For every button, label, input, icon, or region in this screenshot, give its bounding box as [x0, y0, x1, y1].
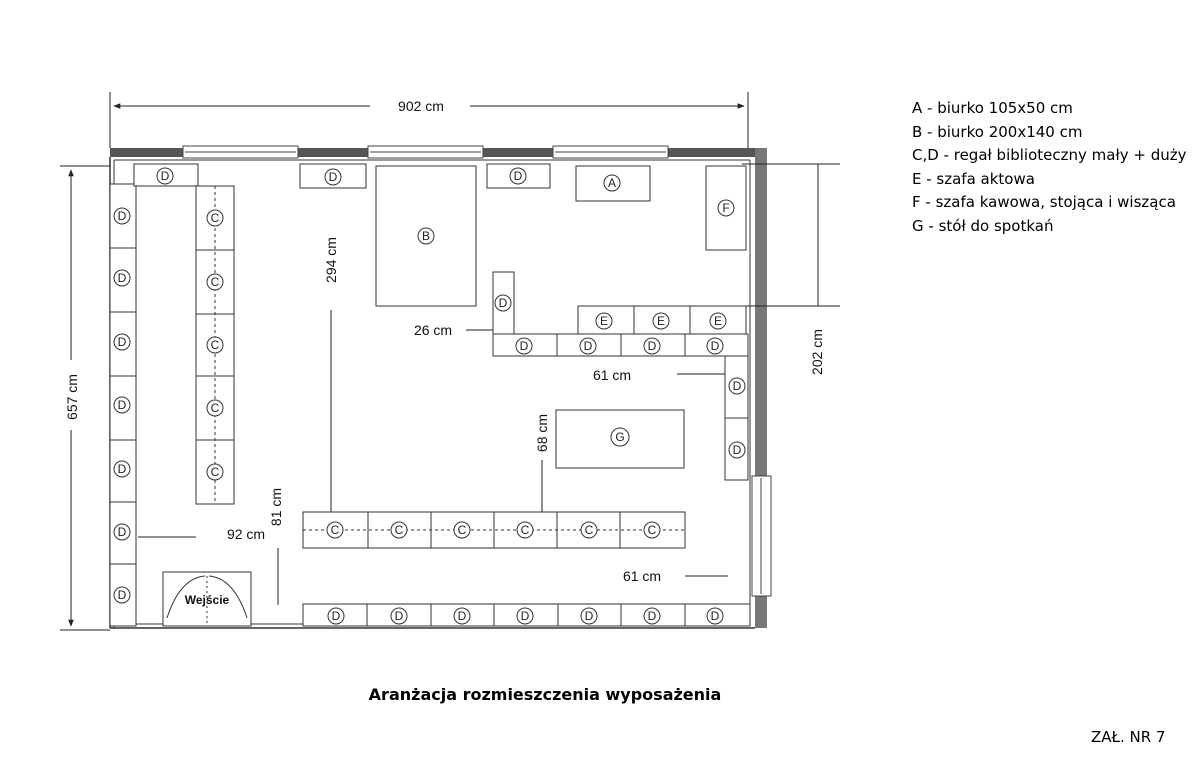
marker-d: [729, 442, 745, 458]
svg-text:D: D: [498, 296, 508, 310]
marker-d: [114, 208, 130, 224]
marker-e: [653, 313, 669, 329]
marker-e: [596, 313, 612, 329]
svg-text:E: E: [599, 314, 609, 328]
legend-item: F - szafa kawowa, stojąca i wisząca: [912, 193, 1176, 211]
dim-corridor-bottom: 61 cm: [622, 568, 662, 584]
svg-text:A: A: [607, 176, 617, 190]
dim-height: 657 cm: [64, 374, 80, 420]
dim-gap: 26 cm: [413, 322, 453, 338]
marker-d: [707, 338, 723, 354]
dim-desk-b: 294 cm: [323, 237, 339, 283]
marker-c: [327, 522, 343, 538]
marker-d: [157, 168, 173, 184]
svg-text:C: C: [584, 523, 594, 537]
marker-c: [207, 400, 223, 416]
svg-text:D: D: [647, 339, 657, 353]
dim-table: 68 cm: [534, 413, 550, 453]
legend-item: B - biurko 200x140 cm: [912, 122, 1083, 141]
marker-d: [581, 608, 597, 624]
svg-text:C: C: [210, 275, 220, 289]
marker-d: [707, 608, 723, 624]
marker-d: [328, 608, 344, 624]
svg-text:B: B: [421, 229, 431, 243]
legend-item: A - biurko 105x50 cm: [912, 99, 1073, 117]
plan-caption: Aranżacja rozmieszczenia wyposażenia: [368, 685, 722, 704]
svg-text:D: D: [117, 462, 127, 476]
dim-right-block: 202 cm: [809, 329, 825, 375]
marker-d: [114, 397, 130, 413]
marker-d: [495, 295, 511, 311]
svg-text:C: C: [330, 523, 340, 537]
legend-item: C,D - regał biblioteczny mały + duży: [912, 146, 1187, 164]
svg-text:C: C: [210, 211, 220, 225]
svg-text:D: D: [117, 271, 127, 285]
svg-text:D: D: [732, 443, 742, 457]
marker-d: [517, 608, 533, 624]
marker-c: [644, 522, 660, 538]
marker-c: [581, 522, 597, 538]
marker-c: [517, 522, 533, 538]
marker-d: [325, 169, 341, 185]
marker-d: [510, 168, 526, 184]
legend-item: E - szafa aktowa: [912, 169, 1035, 188]
svg-text:D: D: [160, 169, 170, 183]
svg-text:D: D: [710, 609, 720, 623]
marker-a: [604, 175, 620, 191]
dim-width: 902 cm: [398, 98, 444, 114]
marker-c: [454, 522, 470, 538]
attachment-label: ZAŁ. NR 7: [1091, 728, 1166, 746]
legend: [912, 97, 1186, 238]
svg-text:D: D: [117, 588, 127, 602]
marker-g: [611, 428, 629, 446]
marker-d: [114, 461, 130, 477]
marker-c: [207, 337, 223, 353]
svg-text:D: D: [520, 609, 530, 623]
marker-d: [580, 338, 596, 354]
marker-e: [710, 313, 726, 329]
svg-text:C: C: [210, 465, 220, 479]
marker-c: [391, 522, 407, 538]
entrance-label: Wejście: [184, 593, 230, 607]
svg-text:D: D: [583, 339, 593, 353]
svg-text:D: D: [647, 609, 657, 623]
svg-text:C: C: [457, 523, 467, 537]
svg-text:D: D: [457, 609, 467, 623]
legend-item: G - stół do spotkań: [912, 216, 1054, 235]
svg-text:C: C: [394, 523, 404, 537]
svg-text:D: D: [117, 525, 127, 539]
svg-text:D: D: [331, 609, 341, 623]
marker-c: [207, 274, 223, 290]
svg-text:D: D: [117, 335, 127, 349]
marker-d: [644, 608, 660, 624]
svg-text:D: D: [584, 609, 594, 623]
marker-d: [729, 378, 745, 394]
svg-text:D: D: [394, 609, 404, 623]
marker-d: [114, 524, 130, 540]
marker-d: [114, 270, 130, 286]
svg-text:C: C: [647, 523, 657, 537]
svg-text:C: C: [210, 338, 220, 352]
svg-text:G: G: [615, 430, 625, 444]
svg-text:D: D: [513, 169, 523, 183]
svg-text:C: C: [210, 401, 220, 415]
marker-d: [454, 608, 470, 624]
svg-text:D: D: [117, 209, 127, 223]
marker-d: [114, 334, 130, 350]
marker-d: [516, 338, 532, 354]
svg-text:D: D: [732, 379, 742, 393]
svg-text:F: F: [722, 201, 730, 215]
dim-corridor-top: 61 cm: [592, 367, 632, 383]
svg-text:D: D: [519, 339, 529, 353]
marker-f: [718, 200, 734, 216]
svg-text:E: E: [656, 314, 666, 328]
svg-text:D: D: [117, 398, 127, 412]
marker-d: [391, 608, 407, 624]
dim-bottom: 81 cm: [268, 487, 284, 527]
svg-text:D: D: [328, 170, 338, 184]
marker-d: [114, 587, 130, 603]
svg-text:C: C: [520, 523, 530, 537]
svg-text:E: E: [713, 314, 723, 328]
marker-d: [644, 338, 660, 354]
dim-entrance: 92 cm: [226, 526, 266, 542]
svg-text:D: D: [710, 339, 720, 353]
marker-c: [207, 464, 223, 480]
marker-b: [418, 228, 434, 244]
marker-c: [207, 210, 223, 226]
